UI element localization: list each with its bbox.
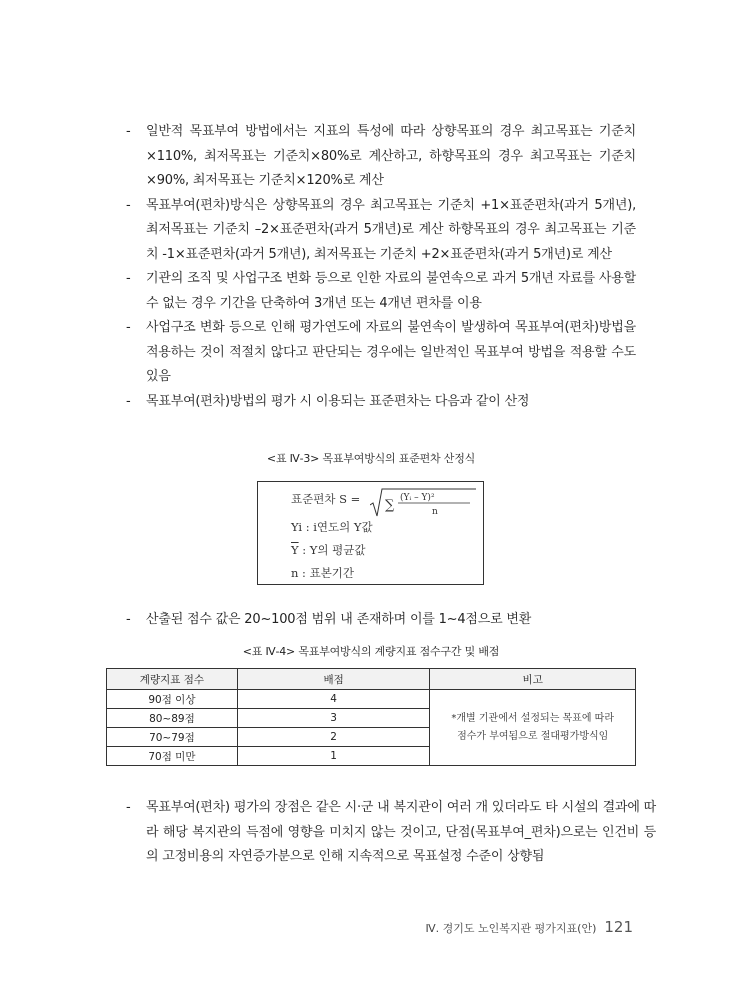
table-header-row — [107, 669, 636, 690]
bullet-item — [126, 120, 636, 194]
bullet-item — [126, 796, 656, 870]
note-line: *개별 기관에서 설정되는 목표에 따라 — [451, 712, 615, 724]
bullet-item — [126, 194, 636, 268]
bullet-text: 산출된 점수 값은 20~100점 범위 내 존재하며 이를 1~4점으로 변환 — [146, 612, 532, 627]
bullet-dash: - — [126, 320, 131, 335]
bullet-text: 사업구조 변화 등으로 인해 평가연도에 자료의 불연속이 발생하여 목표부여(편차)방법을 적용하는 것이 적절치 않다고 판단되는 경우에는 일반적인 목표부여 방법을 적용할 수도 있음 — [146, 320, 636, 384]
bullet-text: 기관의 조직 및 사업구조 변화 등으로 인한 자료의 불연속으로 과거 5개년 자료를 사용할 수 없는 경우 기간을 단축하여 3개년 또는 4개년 편차를 이용 — [146, 271, 636, 311]
bullet-dash: - — [126, 124, 131, 139]
cell-points: 1 — [237, 747, 430, 766]
formula-line-n: n : 표본기간 — [291, 566, 355, 580]
page-footer — [426, 918, 634, 936]
bullet-item — [126, 390, 636, 415]
table-row — [107, 690, 636, 709]
sqrt-symbol — [370, 487, 478, 519]
cell-points: 4 — [237, 690, 430, 709]
bullet-dash: - — [126, 271, 131, 286]
table-caption: <표 Ⅳ-4> 목표부여방식의 계량지표 점수구간 및 배점 — [242, 645, 500, 658]
formula-numerator: (Yᵢ – Y)² — [400, 493, 435, 503]
bullet-item — [126, 267, 636, 316]
cell-points: 2 — [237, 728, 430, 747]
bullet-item — [126, 316, 636, 390]
formula-line-yi: Yi : i연도의 Y값 — [291, 520, 373, 534]
formula-box — [257, 481, 484, 585]
bullet-text: 목표부여(편차)방식은 상향목표의 경우 최고목표는 기준치 +1×표준편차(과거 5개년), 최저목표는 기준치 –2×표준편차(과거 5개년)로 계산 하향목표의 경우 최고목표는 기준치 -1×표준편차(과거 5개년), 최저목표는 기준치 +2×표준편차(과거 5개년)로 계산 — [146, 197, 636, 262]
sum-symbol: ∑ — [385, 498, 395, 513]
note-line: 점수가 부여됨으로 절대평가방식임 — [457, 730, 609, 742]
bullet-list — [126, 120, 636, 414]
page-number: 121 — [604, 918, 633, 936]
table-caption: <표 Ⅳ-3> 목표부여방식의 표준편차 산정식 — [266, 452, 476, 465]
score-table — [106, 668, 636, 766]
cell-points: 3 — [237, 709, 430, 728]
bullet-text: 목표부여(편차)방법의 평가 시 이용되는 표준편차는 다음과 같이 산정 — [146, 393, 530, 409]
cell-score: 80~89점 — [107, 709, 238, 728]
bullet-dash: - — [126, 393, 131, 409]
footer-chapter: Ⅳ. 경기도 노인복지관 평가지표(안) — [425, 922, 597, 935]
bullet-text: 일반적 목표부여 방법에서는 지표의 특성에 따라 상향목표의 경우 최고목표는 기준치×110%, 최저목표는 기준치×80%로 계산하고, 하향목표의 경우 최고목표는 기준치×90%, 최저목표는 기준치×120%로 계산 — [146, 124, 636, 188]
cell-score: 90점 이상 — [107, 690, 238, 709]
bullet-text: 목표부여(편차) 평가의 장점은 같은 시·군 내 복지관이 여러 개 있더라도 타 시설의 결과에 따라 해당 복지관의 득점에 영향을 미치지 않는 것이고, 단점(목표부여_편차)으로는 인건비 등의 고정비용의 자연증가분으로 인해 지속적으로 목표설정 수준이 상향됨 — [146, 800, 656, 864]
bullet-dash: - — [126, 612, 131, 627]
bullet-item — [126, 608, 656, 633]
formula-denominator: n — [432, 507, 438, 517]
header-points: 배점 — [237, 669, 430, 690]
header-score: 계량지표 점수 — [107, 669, 238, 690]
bullet-dash: - — [126, 197, 131, 213]
bullet-dash: - — [126, 800, 131, 815]
ybar-text: : Y의 평균값 — [298, 543, 366, 557]
ybar-symbol: $\overline{Y}$ — [291, 543, 299, 557]
cell-score: 70~79점 — [107, 728, 238, 747]
formula-lhs: 표준편차 S = — [291, 492, 361, 506]
cell-note — [430, 690, 636, 766]
formula-line-ybar — [291, 542, 365, 558]
cell-score: 70점 미만 — [107, 747, 238, 766]
header-note: 비고 — [430, 669, 636, 690]
